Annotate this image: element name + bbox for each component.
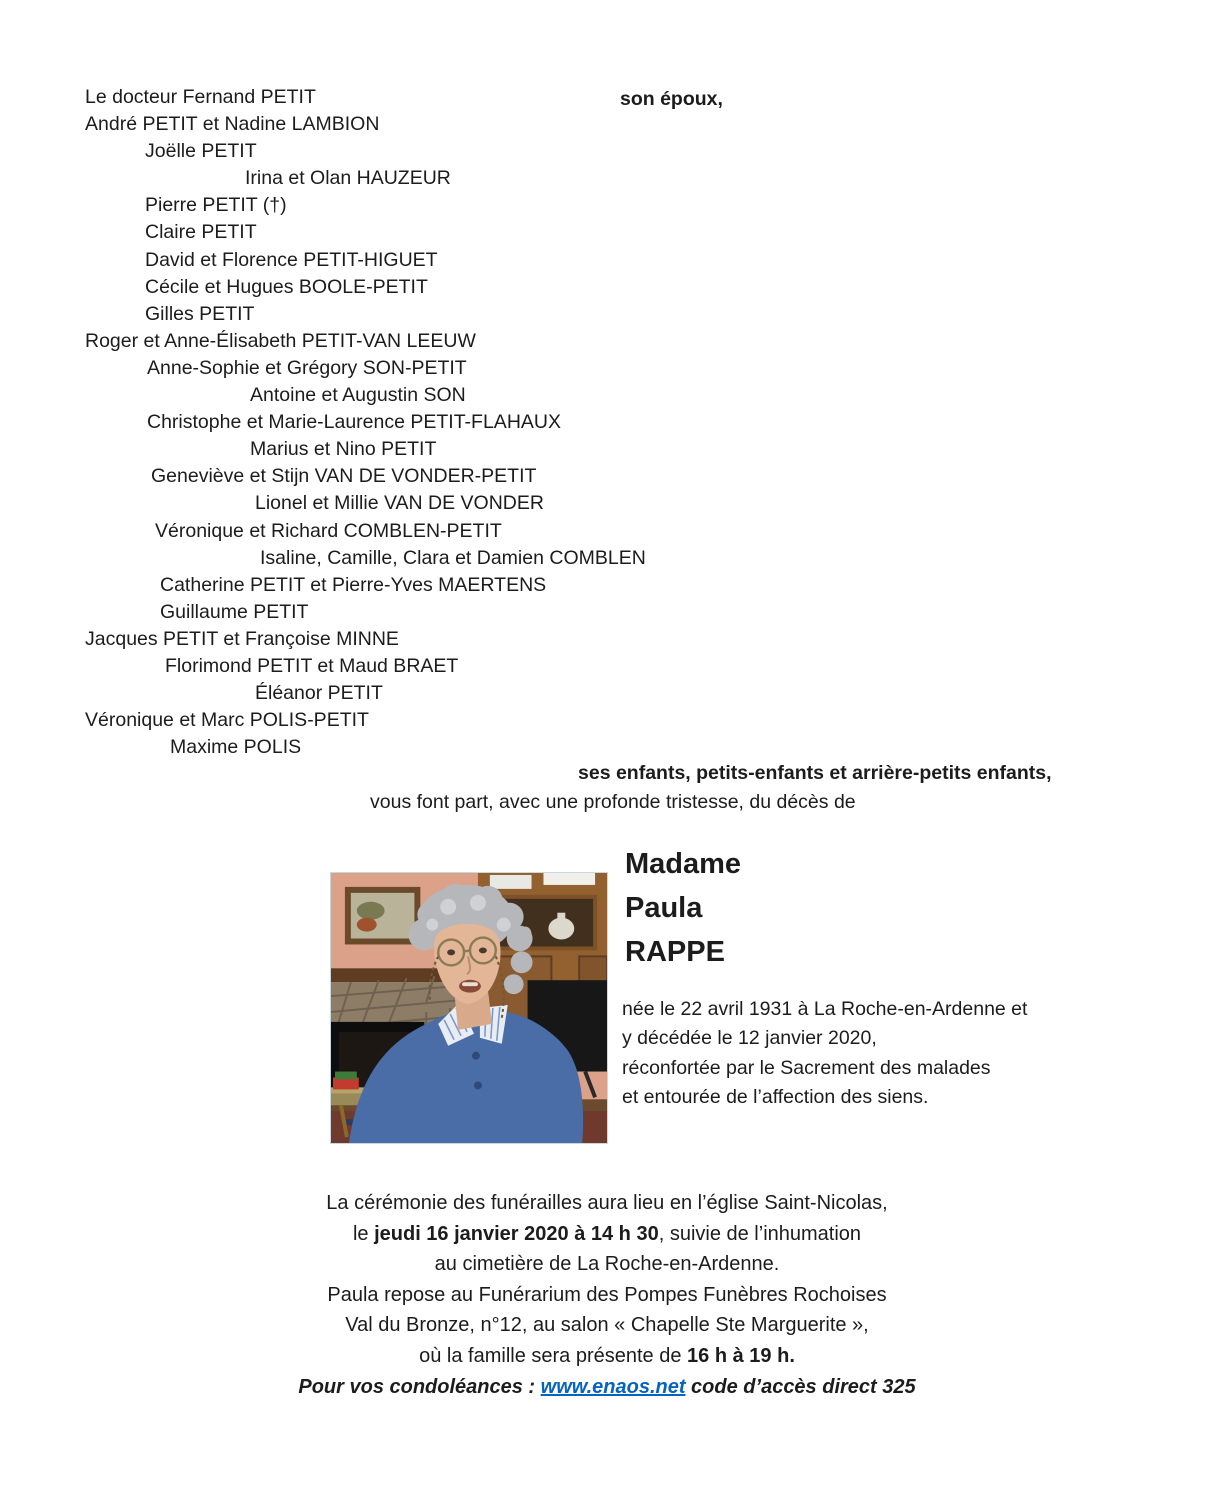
ceremony-text-segment: La cérémonie des funérailles aura lieu en l’église Saint-Nicolas, (326, 1192, 888, 1214)
ceremony-text-segment: jeudi 16 janvier 2020 à 14 h 30 (374, 1222, 659, 1245)
ceremony-line (0, 1372, 1214, 1403)
children-label: ses enfants, petits-enfants et arrière-petits enfants, (578, 762, 1052, 784)
family-name-line: Geneviève et Stijn VAN DE VONDER-PETIT (151, 465, 537, 488)
family-name-line: Jacques PETIT et Françoise MINNE (85, 627, 399, 650)
ceremony-text-segment: , suivie de l’inhumation (658, 1222, 862, 1245)
life-detail-line: y décédée le 12 janvier 2020, (622, 1027, 877, 1050)
ceremony-text-segment: Pour vos condoléances : (298, 1375, 541, 1398)
ceremony-line (0, 1219, 1214, 1250)
ceremony-text-segment: où la famille sera présente de (419, 1344, 688, 1367)
family-name-line: Véronique et Marc POLIS-PETIT (85, 709, 369, 732)
life-details (622, 995, 1027, 1113)
ceremony-text-segment: code d’accès direct 325 (685, 1375, 916, 1398)
ceremony-line (0, 1249, 1214, 1280)
family-name-line: Pierre PETIT (†) (145, 194, 287, 217)
family-name-line: Catherine PETIT et Pierre-Yves MAERTENS (160, 573, 547, 596)
family-name-line: Christophe et Marie-Laurence PETIT-FLAHAUX (147, 411, 561, 434)
family-names-list (85, 84, 646, 761)
life-detail-line: et entourée de l’affection des siens. (622, 1086, 929, 1109)
family-name-line: Le docteur Fernand PETIT (85, 86, 316, 108)
ceremony-line (0, 1341, 1214, 1372)
family-name-line: Maxime POLIS (170, 736, 302, 759)
family-name-line: Véronique et Richard COMBLEN-PETIT (155, 519, 502, 542)
condolence-link[interactable]: www.enaos.net (540, 1375, 686, 1398)
family-name-line: Antoine et Augustin SON (250, 384, 466, 407)
ceremony-line (0, 1310, 1214, 1341)
deceased-last-name: RAPPE (625, 936, 725, 968)
family-name-line: Isaline, Camille, Clara et Damien COMBLEN (260, 546, 646, 569)
ceremony-details (0, 1188, 1214, 1402)
family-name-line: Irina et Olan HAUZEUR (245, 167, 451, 190)
deceased-first-name: Paula (625, 892, 703, 924)
family-name-line: Cécile et Hugues BOOLE-PETIT (145, 275, 428, 298)
family-name-line: Gilles PETIT (145, 302, 255, 325)
family-name-line: André PETIT et Nadine LAMBION (85, 113, 380, 136)
family-name-line: Anne-Sophie et Grégory SON-PETIT (147, 356, 467, 379)
portrait-photo (330, 872, 608, 1144)
family-name-line: Marius et Nino PETIT (250, 438, 437, 461)
family-name-line: David et Florence PETIT-HIGUET (145, 248, 438, 271)
spouse-label: son époux, (620, 88, 723, 110)
portrait-photo-illustration (331, 873, 607, 1143)
family-name-line: Roger et Anne-Élisabeth PETIT-VAN LEEUW (85, 329, 476, 352)
family-name-line: Florimond PETIT et Maud BRAET (165, 654, 459, 677)
ceremony-line (0, 1280, 1214, 1311)
family-name-line: Éléanor PETIT (255, 682, 383, 705)
ceremony-text-segment: le (352, 1222, 375, 1245)
deceased-name-block (625, 842, 741, 974)
ceremony-text-segment: au cimetière de La Roche-en-Ardenne. (434, 1253, 780, 1276)
family-name-line: Lionel et Millie VAN DE VONDER (255, 492, 544, 515)
ceremony-text-segment: 16 h à 19 h. (687, 1344, 795, 1367)
ceremony-line (0, 1188, 1214, 1219)
family-name-line: Guillaume PETIT (160, 600, 309, 623)
family-name-line: Claire PETIT (145, 221, 257, 244)
life-detail-line: réconfortée par le Sacrement des malades (622, 1056, 991, 1079)
family-name-line: Joëlle PETIT (145, 140, 257, 163)
announcement-line: vous font part, avec une profonde tristesse, du décès de (370, 791, 856, 813)
ceremony-text-segment: Val du Bronze, n°12, au salon « Chapelle Ste Marguerite », (345, 1314, 869, 1337)
ceremony-text-segment: Paula repose au Funérarium des Pompes Funèbres Rochoises (327, 1283, 887, 1306)
life-detail-line: née le 22 avril 1931 à La Roche-en-Ardenne et (622, 998, 1028, 1020)
deceased-title: Madame (625, 848, 742, 880)
